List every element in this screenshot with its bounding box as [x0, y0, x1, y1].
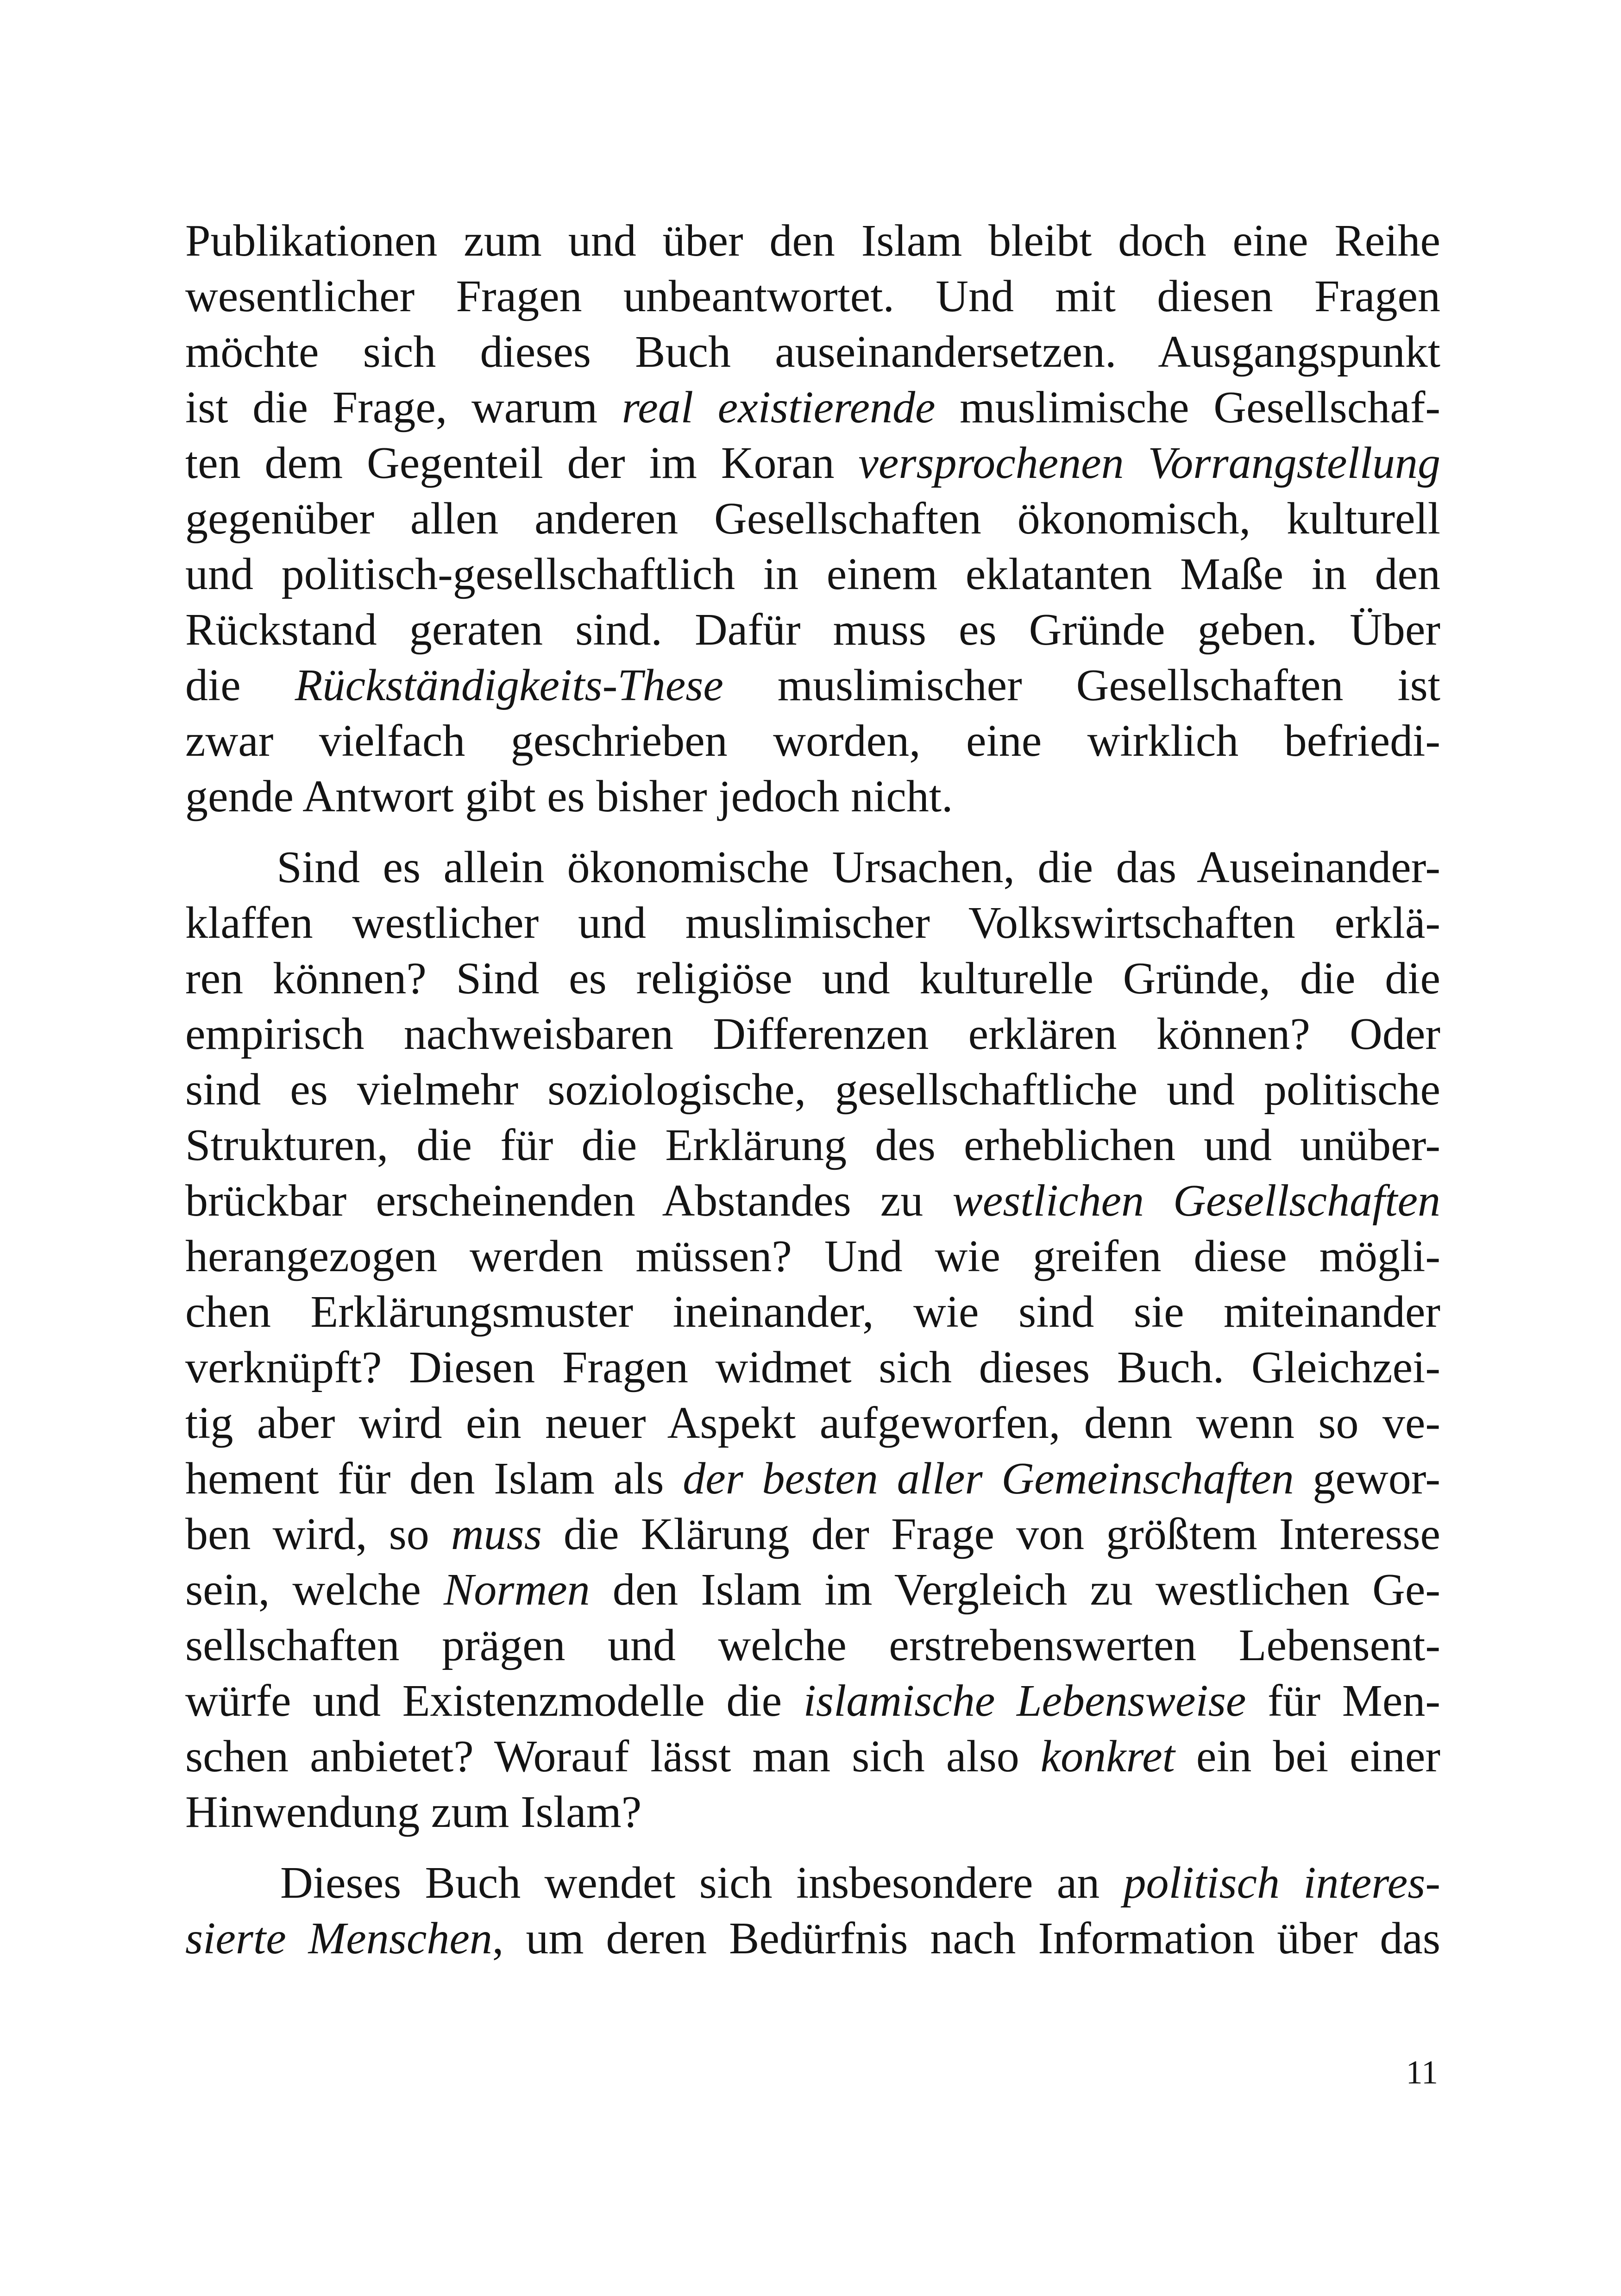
text-line — [185, 1006, 1440, 1062]
text-run: schen anbietet? Worauf lässt man sich also — [185, 1731, 1041, 1782]
text-line — [185, 1451, 1440, 1506]
text-run: würfe und Existenzmodelle die — [185, 1676, 804, 1726]
text-run: sein, welche — [185, 1565, 444, 1615]
text-line — [185, 1784, 1440, 1840]
italic-text: Rückständigkeits-These — [295, 660, 723, 710]
text-line — [185, 1062, 1440, 1117]
text-run: wesentlicher Fragen unbeantwortet. Und mit diesen Fragen — [185, 271, 1440, 321]
text-line — [185, 1340, 1440, 1395]
text-line — [185, 324, 1440, 380]
text-line — [185, 1229, 1440, 1284]
page-number: 11 — [1406, 2054, 1438, 2091]
text-run: empirisch nachweisbaren Differenzen erklären können? Oder — [185, 1009, 1440, 1059]
text-line — [185, 1618, 1440, 1673]
text-run: chen Erklärungsmuster ineinander, wie sind sie miteinander — [185, 1287, 1440, 1337]
italic-text: politisch interes- — [1123, 1858, 1440, 1908]
text-run: Dieses Buch wendet sich insbesondere an — [185, 1858, 1124, 1908]
text-run: ist die Frage, warum — [185, 383, 622, 433]
text-run: ren können? Sind es religiöse und kulturelle Gründe, die die — [185, 954, 1440, 1004]
text-run: Rückstand geraten sind. Dafür muss es Gründe geben. Über — [185, 605, 1440, 655]
text-line — [185, 1855, 1440, 1911]
text-run: sind es vielmehr soziologische, gesellschaftliche und politische — [185, 1065, 1440, 1115]
text-line — [185, 435, 1440, 491]
text-run: brückbar erscheinenden Abstandes zu — [185, 1176, 953, 1226]
text-run: und politisch-gesellschaftlich in einem eklatanten Maße in den — [185, 549, 1440, 599]
italic-text: der besten aller Gemeinschaften — [683, 1454, 1294, 1504]
text-run: muslimischer Gesellschaften ist — [723, 660, 1440, 710]
paragraph — [185, 1855, 1440, 1966]
text-line — [185, 1117, 1440, 1173]
text-run: tig aber wird ein neuer Aspekt aufgeworfen, denn wenn so ve- — [185, 1398, 1440, 1448]
italic-text: konkret — [1040, 1731, 1175, 1782]
text-run: klaffen westlicher und muslimischer Volkswirtschaften erklä- — [185, 898, 1440, 948]
text-line — [185, 1562, 1440, 1618]
text-line — [185, 895, 1440, 951]
text-line — [185, 713, 1440, 769]
paragraph — [185, 840, 1440, 1840]
text-line — [185, 1673, 1440, 1729]
text-run: Strukturen, die für die Erklärung des erheblichen und unüber- — [185, 1120, 1440, 1170]
text-run: muslimische Gesellschaf- — [935, 383, 1440, 433]
text-line — [185, 840, 1440, 895]
text-line — [185, 1173, 1440, 1229]
text-run: gegenüber allen anderen Gesellschaften ökonomisch, kulturell — [185, 494, 1440, 544]
paragraph-gap — [185, 824, 1440, 840]
text-line — [185, 951, 1440, 1006]
text-line — [185, 213, 1440, 269]
text-line — [185, 1395, 1440, 1451]
italic-text: westlichen Gesellschaften — [952, 1176, 1441, 1226]
text-run: gende Antwort gibt es bisher jedoch nicht. — [185, 772, 953, 822]
text-run: , um deren Bedürfnis nach Information über das — [492, 1913, 1440, 1964]
text-run: Hinwendung zum Islam? — [185, 1787, 642, 1837]
text-line — [185, 269, 1440, 324]
text-run: verknüpft? Diesen Fragen widmet sich dieses Buch. Gleichzei- — [185, 1342, 1440, 1393]
paragraph — [185, 213, 1440, 824]
italic-text: Normen — [443, 1565, 590, 1615]
text-line — [185, 1506, 1440, 1562]
text-run: Sind es allein ökonomische Ursachen, die das Auseinander- — [185, 842, 1440, 892]
text-run: den Islam im Vergleich zu westlichen Ge- — [590, 1565, 1440, 1615]
text-run: sellschaften prägen und welche erstrebenswerten Lebensent- — [185, 1620, 1440, 1670]
italic-text: versprochenen Vorrangstellung — [858, 438, 1440, 488]
text-run: die — [185, 660, 295, 710]
text-line — [185, 602, 1440, 658]
paragraph-gap — [185, 1840, 1440, 1855]
text-run: zwar vielfach geschrieben worden, eine wirklich befriedi- — [185, 716, 1440, 766]
text-line — [185, 380, 1440, 435]
text-run: ten dem Gegenteil der im Koran — [185, 438, 859, 488]
text-run: herangezogen werden müssen? Und wie greifen diese mögli- — [185, 1231, 1440, 1281]
italic-text: sierte Menschen — [185, 1913, 492, 1964]
text-line — [185, 769, 1440, 824]
italic-text: muss — [451, 1509, 542, 1559]
text-run: hement für den Islam als — [185, 1454, 683, 1504]
page-body — [185, 213, 1440, 1966]
text-line — [185, 1911, 1440, 1966]
text-run: möchte sich dieses Buch auseinandersetzen. Ausgangspunkt — [185, 327, 1440, 377]
text-run: für Men- — [1246, 1676, 1441, 1726]
text-line — [185, 1729, 1440, 1784]
text-run: die Klärung der Frage von größtem Interesse — [541, 1509, 1440, 1559]
text-line — [185, 658, 1440, 713]
text-line — [185, 546, 1440, 602]
text-line — [185, 491, 1440, 546]
text-run: ben wird, so — [185, 1509, 451, 1559]
italic-text: islamische Lebensweise — [803, 1676, 1246, 1726]
text-line — [185, 1284, 1440, 1340]
text-run: Publikationen zum und über den Islam bleibt doch eine Reihe — [185, 216, 1440, 266]
text-run: gewor- — [1294, 1454, 1440, 1504]
italic-text: real existierende — [622, 383, 936, 433]
text-run: ein bei einer — [1175, 1731, 1440, 1782]
